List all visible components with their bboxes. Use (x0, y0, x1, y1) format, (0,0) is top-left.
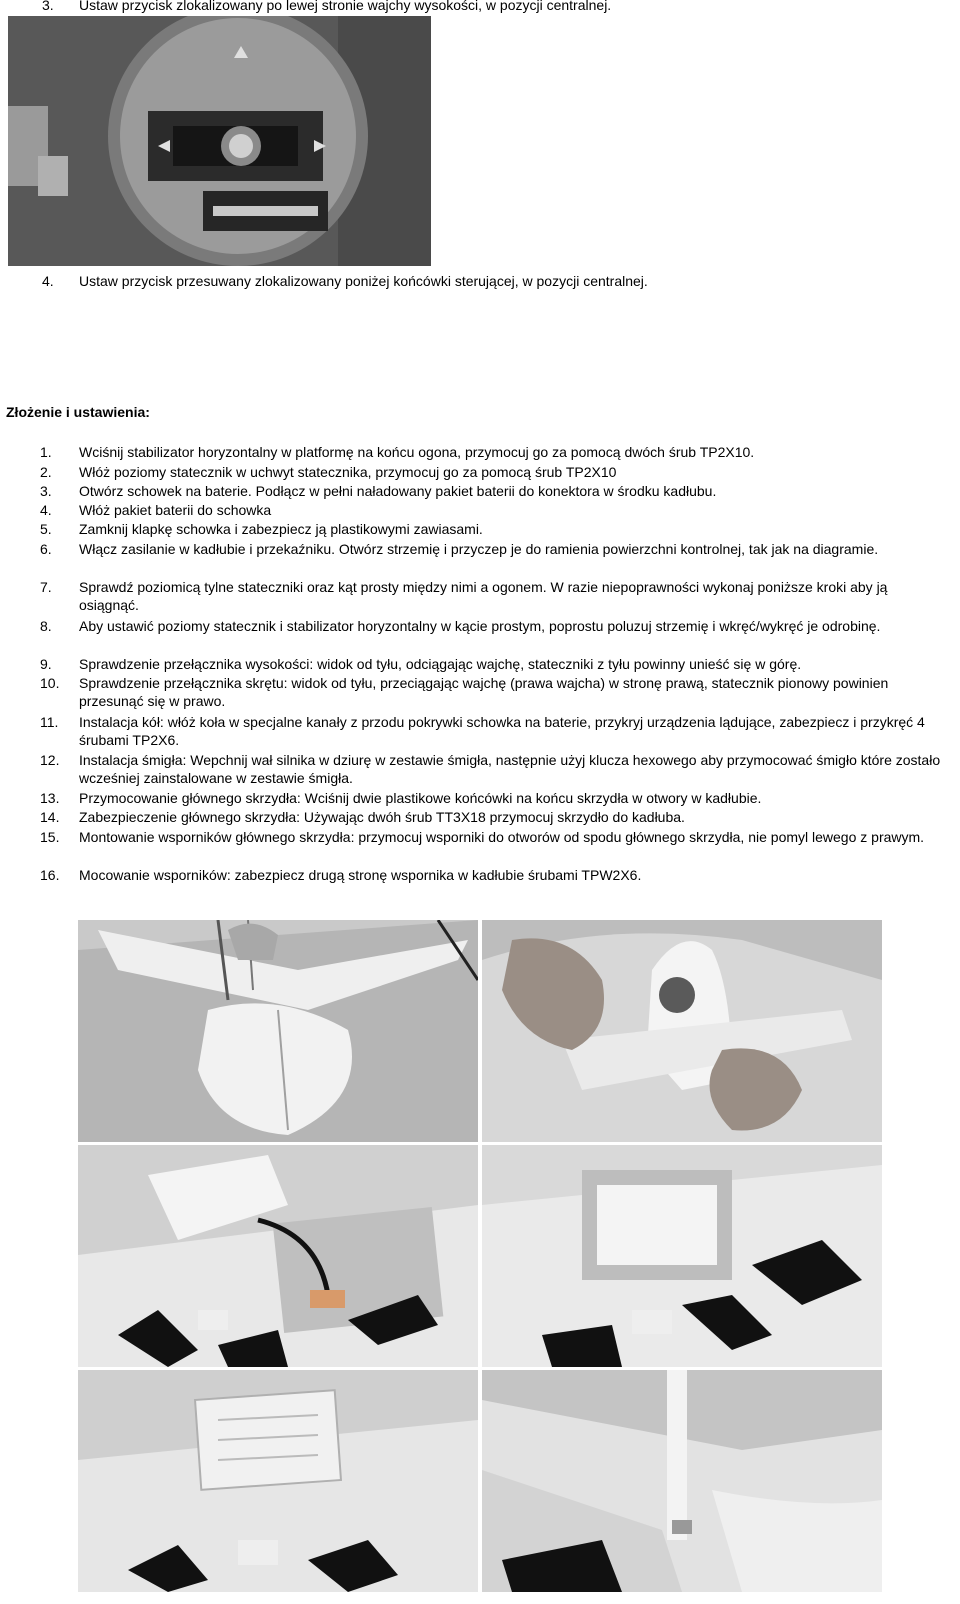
step-number: 12. (40, 752, 60, 768)
step-number: 15. (40, 829, 60, 845)
step-text: Instalacja kół: włóż koła w specjalne kanały z przodu pokrywki schowka na baterie, przykryj urządzenia lądujące, zabezpiecz i przykręć 4 śrubami TP2X6. (79, 714, 925, 748)
step-text: Sprawdzenie przełącznika wysokości: widok od tyłu, odciągając wajchę, stateczniki z tyłu powinny unieść się w górę. (79, 656, 802, 672)
step-number: 13. (40, 790, 60, 806)
photo-battery-in-compartment (482, 1145, 882, 1367)
step-number: 3. (40, 483, 52, 499)
step-number: 8. (40, 618, 52, 634)
step-number: 7. (40, 579, 52, 595)
step-text: Montowanie wsporników głównego skrzydła: przymocuj wsporniki do otworów od spodu głównego skrzydła, nie pomyl lewego z prawym. (79, 829, 925, 845)
photo-closed-hatch (78, 1370, 478, 1592)
photo-vertical-stabilizer-mounting (482, 920, 882, 1142)
step-text: Otwórz schowek na baterie. Podłącz w pełni naładowany pakiet baterii do konektora w środku kadłubu. (79, 483, 717, 499)
step-number: 9. (40, 656, 52, 672)
transmitter-stick-photo (8, 16, 431, 266)
step-text: Wciśnij stabilizator horyzontalny w platformę na końcu ogona, przymocuj go za pomocą dwóch śrub TP2X10. (79, 444, 755, 460)
step-text: Sprawdzenie przełącznika skrętu: widok od tyłu, przeciągając wajchę (prawa wajcha) w stronę prawą, statecznik pionowy powinien przesunąć się w prawo. (79, 675, 889, 709)
step-number: 5. (40, 521, 52, 537)
step-number: 11. (40, 714, 59, 730)
step-text: Włącz zasilanie w kadłubie i przekaźniku. Otwórz strzemię i przyczep je do ramienia powierzchni kontrolnej, tak jak na diagramie. (79, 541, 879, 557)
step-number: 1. (40, 444, 52, 460)
step-text: Mocowanie wsporników: zabezpiecz drugą stronę wspornika w kadłubie śrubami TPW2X6. (79, 867, 642, 883)
step-text: Zabezpieczenie głównego skrzydła: Używając dwóh śrub TT3X18 przymocuj skrzydło do kadłuba. (79, 809, 685, 825)
top-step-3-text: Ustaw przycisk zlokalizowany po lewej stronie wajchy wysokości, w pozycji centralnej. (79, 0, 612, 13)
step-text: Włóż poziomy statecznik w uchwyt statecznika, przymocuj go za pomocą śrub TP2X10 (79, 464, 617, 480)
step-number: 10. (40, 675, 60, 691)
step-number: 2. (40, 464, 52, 480)
top-step-4-number: 4. (42, 273, 54, 289)
step-text: Instalacja śmigła: Wepchnij wał silnika w dziurę w zestawie śmigła, następnie użyj klucza hexowego aby przymocować śmigło które zostało wcześniej zainstalowane w zestawie śmigła. (79, 752, 941, 786)
step-text: Zamknij klapkę schowka i zabezpiecz ją plastikowymi zawiasami. (79, 521, 483, 537)
section-title: Złożenie i ustawienia: (6, 404, 150, 420)
step-text: Aby ustawić poziomy statecznik i stabilizator horyzontalny w kącie prostym, poprostu poluzuj strzemię i wkręć/wykręć je odrobinę. (79, 618, 881, 634)
step-number: 14. (40, 809, 60, 825)
photo-wing-strut-mounting (482, 1370, 882, 1592)
step-number: 16. (40, 867, 60, 883)
top-step-3-number: 3. (42, 0, 54, 13)
step-text: Włóż pakiet baterii do schowka (79, 502, 272, 518)
photo-tail-stabilizer-screwing (78, 920, 478, 1142)
step-number: 4. (40, 502, 52, 518)
photo-battery-connection (78, 1145, 478, 1367)
step-number: 6. (40, 541, 52, 557)
step-text: Przymocowanie głównego skrzydła: Wciśnij dwie plastikowe końcówki na końcu skrzydła w otwory w kadłubie. (79, 790, 762, 806)
top-step-4-text: Ustaw przycisk przesuwany zlokalizowany poniżej końcówki sterującej, w pozycji centralnej. (79, 273, 648, 289)
step-text: Sprawdź poziomicą tylne stateczniki oraz kąt prosty między nimi a ogonem. W razie niepoprawności wykonaj poniższe kroki aby ją osiągnąć. (79, 579, 888, 613)
